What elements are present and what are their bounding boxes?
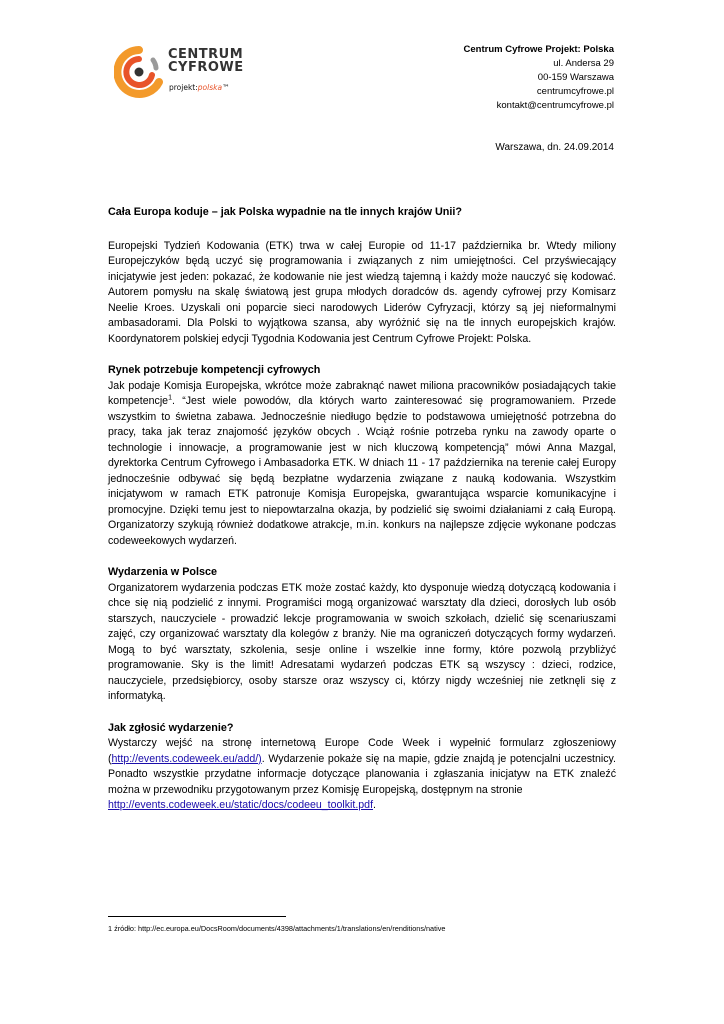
address-block [464, 43, 614, 113]
register-text-c: . [373, 799, 376, 811]
address-street: ul. Andersa 29 [553, 58, 614, 69]
section-text-events: Organizatorem wydarzenia podczas ETK może zostać każdy, kto dysponuje wiedzą dotyczącą kodowania i chce się nią podzielić z innymi. Programiści mogą organizować warsztaty dla dzieci, dorosłych lub osób starszych, nauczyciele - prowadzić lekcje programowania w swoich szkołach, dzielić się scenariuszami zajęć, czy organizować warsztaty dla kolegów z branży. Nie ma ograniczeń dotyczących formy wydarzeń. Mogą to być warsztaty, szkolenia, sesje online i wszelkie inne formy, które pozwolą przybliżyć programowanie. Sky is the limit! Adresatami wydarzeń podczas ETK są wszyscy : dzieci, rodzice, nauczyciele, przedsiębiorcy, osoby starsze oraz wszyscy ci, którzy nigdy wcześniej nie zetknęli się z informatyką. [108, 581, 616, 702]
address-org: Centrum Cyfrowe Projekt: Polska [463, 44, 614, 55]
register-text-b: . Wydarzenie pokaże się na mapie, gdzie znajdą je potencjalni uczestnicy. Ponadto wszystkie przydatne informacje dotyczące planowania i zgłaszania inicjatyw na ETK znaleźć można w przewodniku przygotowanym przez Komisję Europejską, dostępnym na stronie [108, 752, 616, 796]
logo-name [168, 48, 268, 74]
address-web: centrumcyfrowe.pl [536, 86, 614, 97]
logo-sub-accent: polska [197, 83, 223, 92]
address-city: 00-159 Warszawa [537, 72, 614, 83]
section-heading-register: Jak zgłosić wydarzenie? [108, 721, 234, 734]
centrum-cyfrowe-logo [114, 46, 264, 102]
register-text-a: Wystarczy wejść na stronę internetową Europe Code Week i wypełnić formularz zgłoszeniowy ( [108, 737, 616, 765]
logo-sub-prefix: projekt: [169, 83, 198, 92]
footnote-divider [108, 916, 286, 917]
market-text-a: Jak podaje Komisja Europejska, wkrótce może zabraknąć nawet miliona pracowników posiadających takie kompetencje [108, 379, 616, 407]
logo-mark-icon [114, 46, 164, 102]
section-text-register [108, 736, 616, 814]
section-heading-events: Wydarzenia w Polsce [108, 566, 218, 578]
add-event-link[interactable]: http://events.codeweek.eu/add/) [111, 752, 262, 765]
logo-sub-suffix: ™ [222, 83, 230, 92]
toolkit-link[interactable]: http://events.codeweek.eu/static/docs/codeeu_toolkit.pdf [108, 799, 374, 811]
footnote: 1 źródło: http://ec.europa.eu/DocsRoom/documents/4398/attachments/1/translations/en/renditions/native [108, 924, 446, 933]
section-text-market [108, 379, 616, 550]
letter-body [108, 205, 616, 814]
dateline: Warszawa, dn. 24.09.2014 [495, 142, 614, 153]
market-text-b: . “Jest wiele powodów, dla których warto zainteresować się programowaniem. Przede wszystkim to świetna zabawa. Jednocześnie niedługo będzie to podstawowa umiejętność potrzebna do pracy, taka jak teraz znajomość języków obcych . Wciąż rośnie potrzeba rynku na zawody oparte o technologie i innowacje, a programowanie jest w nich kluczową kompetencją” mówi Anna Mazgal, dyrektorka Centrum Cyfrowego i Ambasadorka ETK. W dniach 11 - 17 października na terenie całej Europy jednocześnie odbywać się będą bezpłatne wydarzenia związane z nauką kodowania. Wszystkim inicjatywom w ramach ETK patronuje Komisja Europejska, gwarantująca wsparcie komunikacyjne i promocyjne. Dzięki temu jest to niepowtarzalna okazja, by podzielić się swoimi działaniami z całą Europą. Organizatorzy szykują również dodatkowe atrakcje, m.in. konkurs na najlepsze zdjęcie wykonane podczas codeweekowych wydarzeń. [108, 395, 616, 547]
letter-title: Cała Europa koduje – jak Polska wypadnie na tle innych krajów Unii? [108, 206, 462, 218]
section-heading-market: Rynek potrzebuje kompetencji cyfrowych [108, 364, 321, 376]
intro-paragraph: Europejski Tydzień Kodowania (ETK) trwa w całej Europie od 11-17 października br. Wtedy miliony Europejczyków będą uczyć się programowania i związanych z nim umiejętności. Cel przyświecający inicjatywie jest jeden: pokazać, że kodowanie nie jest wiedzą tajemną i każdy może nauczyć się kodować. Autorem pomysłu na skalę światową jest grupa młodych doradców ds. agendy cyfrowej przy Komisarz Neelie Kroes. Uzyskali oni poparcie sieci narodowych Liderów Cyfryzacji, którzy są jej nieformalnymi ambasadorami. Dla Polski to wyjątkowa szansa, aby wyróżnić się na tle innych europejskich krajów. Koordynatorem polskiej edycji Tygodnia Kodowania jest Centrum Cyfrowe Projekt: Polska. [108, 239, 616, 345]
address-email: kontakt@centrumcyfrowe.pl [496, 100, 614, 111]
footnote-ref[interactable]: 1 [168, 394, 172, 402]
logo-name-line2: CYFROWE [168, 60, 244, 75]
logo-name-line1: CENTRUM [168, 47, 244, 62]
logo-subtitle [169, 83, 230, 92]
